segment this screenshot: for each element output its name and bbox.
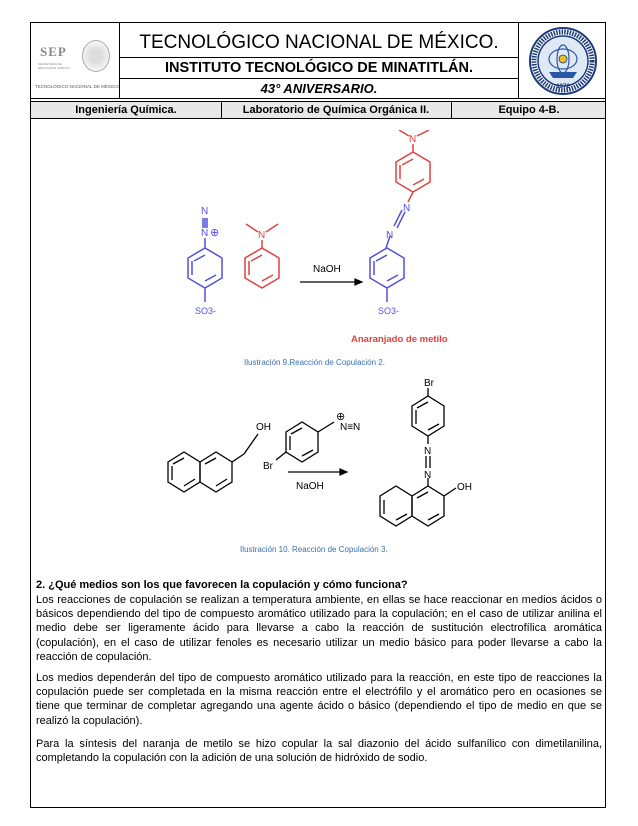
- header-divider: [30, 98, 606, 99]
- lab-cell: Laboratorio de Química Orgánica II.: [221, 102, 452, 118]
- product-br-label: Br: [424, 378, 434, 389]
- question-heading: 2. ¿Qué medios son los que favorecen la copulación y cómo funciona?: [36, 579, 408, 591]
- product-amine-n-label: N: [409, 134, 417, 145]
- itm-logo-year: 1972: [556, 84, 570, 90]
- figure-caption-10: Ilustración 10. Reacción de Copulación 3.: [240, 545, 388, 554]
- header-title: TECNOLÓGICO NACIONAL DE MÉXICO.: [139, 32, 499, 53]
- sep-logo-caption: SECRETARÍA DE EDUCACIÓN PÚBLICA: [38, 62, 70, 70]
- course-info-row: [30, 101, 606, 119]
- coupling-scheme-1: [150, 130, 470, 350]
- diazonium-n2-label: N: [201, 228, 209, 239]
- product-azo-n2-label: N: [386, 230, 394, 241]
- sulfonate-label: SO3-: [195, 306, 217, 316]
- reagent-naoh-2: NaOH: [296, 481, 324, 492]
- header-institute: INSTITUTO TECNOLÓGICO DE MINATITLÁN.: [120, 57, 518, 79]
- azo-dye-product-structure: [380, 388, 456, 526]
- reaction-arrow-1: [300, 279, 362, 285]
- naphthol-oh-label: OH: [256, 422, 271, 433]
- paragraph-2: Los medios dependerán del tipo de compuesto aromático utilizado para la reacción, en este tipo de reacciones la copulación puede ser completada en la misma reacción entre el electrófilo y el aromático pero en ocasiones se tiene que terminar de completar agregando una agente ácido o básico (dependiendo el tipo de medio en que se realizó la copulación).: [36, 672, 602, 727]
- methyl-orange-structure: [370, 130, 430, 302]
- diazo-n-label: N≡N: [340, 422, 361, 433]
- reaction-arrow-2: [288, 469, 347, 475]
- product-sulfonate-label: SO3-: [378, 306, 400, 316]
- product2-azo-n1-label: N: [424, 446, 432, 457]
- reagent-naoh-1: NaOH: [313, 264, 341, 275]
- header-anniversary: 43° ANIVERSARIO.: [260, 81, 378, 96]
- mexico-seal-icon: [82, 40, 110, 72]
- diazonium-n1-label: N: [201, 206, 209, 217]
- product2-azo-n2-label: N: [424, 470, 432, 481]
- tecnm-logo-footer: TECNOLÓGICO NACIONAL DE MÉXICO: [35, 84, 119, 89]
- coupling-scheme-2: [160, 372, 500, 540]
- naphthol-structure: [168, 434, 258, 492]
- sep-logo-text: SEP: [40, 44, 67, 59]
- figure-caption-9: Ilustración 9.Reacción de Copulación 2.: [244, 358, 385, 367]
- diazonium-plus-label: ⊕: [210, 227, 220, 239]
- product-oh-label: OH: [457, 482, 472, 493]
- itm-seal-icon: [527, 26, 599, 96]
- bromobenzenediazonium-structure: [276, 422, 334, 462]
- diazo-plus-label: ⊕: [336, 411, 346, 423]
- team-cell: Equipo 4-B.: [498, 104, 560, 116]
- diazo-br-label: Br: [263, 461, 273, 472]
- paragraph-1: Los reacciones de copulación se realizan a temperatura ambiente, en ellas se hace reaccionar en medios ácidos o básicos dependiendo del tipo de compuesto aromático utilizado para la copulación; en el caso de utilizar anilina el medio debe ser ligeramente ácido para llevarse a cabo la reacción de sustitución electrofílica aromática (copulación), en el caso de utilizar fenoles es necesario utilizar un medio básico para poder llevarse a cabo la reacción de copulación.: [36, 594, 602, 663]
- amine-n-label: N: [258, 230, 266, 241]
- product-name-label: Anaranjado de metilo: [351, 334, 448, 345]
- product-azo-n1-label: N: [403, 203, 411, 214]
- career-cell: Ingeniería Química.: [31, 102, 222, 118]
- itm-logo: [518, 22, 606, 98]
- sep-logo: [30, 22, 120, 98]
- paragraph-3: Para la síntesis del naranja de metilo se hizo copular la sal diazonio del ácido sulfanílico con dimetilanilina, completando la copulación con la adición de una solución de hidróxido de sodio.: [36, 738, 602, 765]
